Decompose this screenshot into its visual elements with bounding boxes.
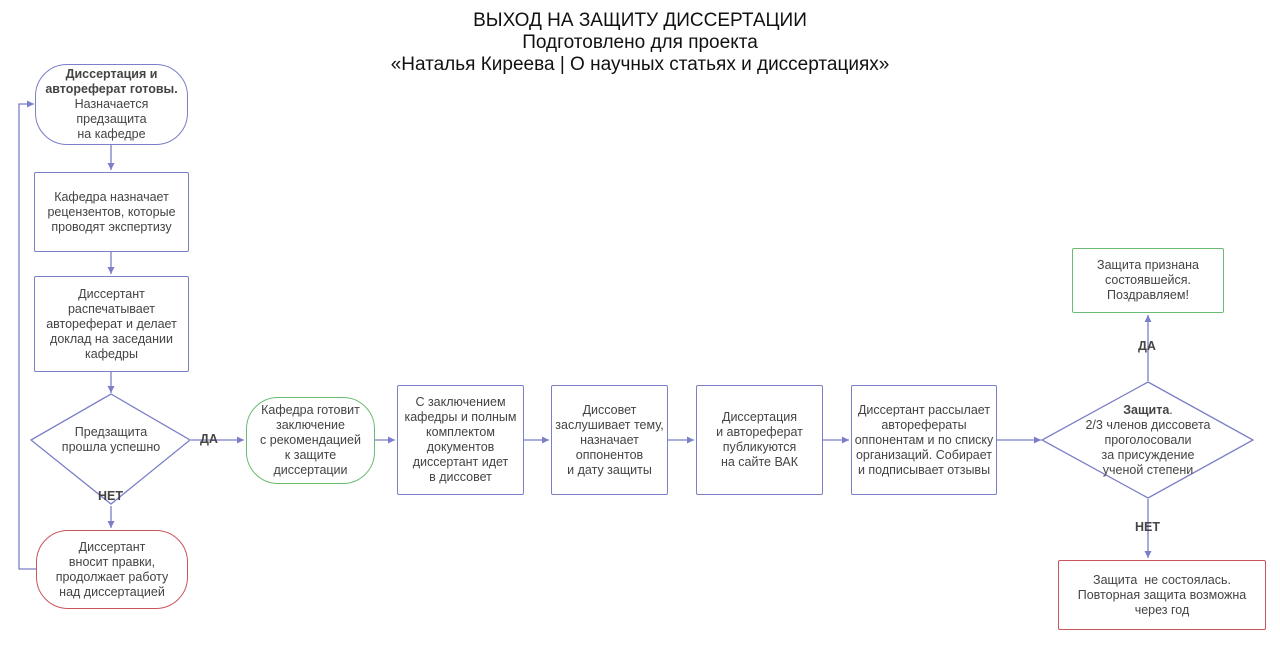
council-line-3: назначает xyxy=(580,432,639,447)
council-line-2: заслушивает тему, xyxy=(555,417,664,432)
revise-line-2: вносит правки, xyxy=(68,554,156,569)
report-node xyxy=(34,276,189,372)
success-node xyxy=(1072,248,1224,313)
council-line-4: оппонентов xyxy=(575,447,644,462)
docs-node xyxy=(397,385,524,495)
reviewers-line-2: рецензентов, которые xyxy=(47,204,176,219)
send-node xyxy=(851,385,997,495)
vak-node xyxy=(696,385,823,495)
send-line-4: организаций. Собирает xyxy=(855,447,993,462)
success-line-3: Поздравляем! xyxy=(1107,288,1189,302)
conclusion-node xyxy=(246,397,375,484)
docs-line-5: диссертант идет xyxy=(412,455,509,469)
start-line-5: на кафедре xyxy=(77,127,146,141)
fail-line-3: через год xyxy=(1134,602,1190,617)
reviewers-node xyxy=(34,172,189,252)
conclusion-line-4: к защите xyxy=(284,448,337,462)
conclusion-line-1: Кафедра готовит xyxy=(261,403,360,417)
diagram-title: ВЫХОД НА ЗАЩИТУ ДИССЕРТАЦИИ xyxy=(473,10,807,31)
defense-line-2: 2/3 членов диссовета xyxy=(1085,417,1211,432)
diagram-project-name: «Наталья Киреева | О научных статьях и диссертациях» xyxy=(390,54,890,75)
report-line-4: доклад на заседании xyxy=(50,331,173,346)
docs-line-1: С заключением xyxy=(415,395,506,409)
docs-line-2: кафедры и полным xyxy=(404,410,517,424)
defense-line-4: за присуждение xyxy=(1101,447,1195,462)
start-line-1: Диссертация и xyxy=(65,67,158,81)
revise-line-4: над диссертацией xyxy=(59,584,165,599)
fail-line-1: Защита не состоялась. xyxy=(1093,572,1231,587)
send-line-5: и подписывает отзывы xyxy=(857,462,991,477)
docs-line-3: комплектом xyxy=(426,425,495,439)
start-node xyxy=(35,64,188,145)
start-line-2: автореферат готовы. xyxy=(45,82,178,96)
conclusion-line-5: диссертации xyxy=(273,463,348,477)
predefense-line-2: прошла успешно xyxy=(61,440,161,454)
docs-line-4: документов xyxy=(426,440,495,454)
conclusion-line-2: заключение xyxy=(276,418,345,432)
report-line-5: кафедры xyxy=(85,346,138,361)
send-line-1: Диссертант рассылает xyxy=(857,402,991,417)
report-line-2: распечатывает xyxy=(67,301,156,316)
vak-line-4: на сайте ВАК xyxy=(720,455,799,469)
predefense-decision-text xyxy=(51,424,171,456)
no-label-predefense: НЕТ xyxy=(98,489,123,503)
defense-line-1-bold: Защита xyxy=(1123,402,1170,417)
vak-line-2: и автореферат xyxy=(716,425,803,439)
report-line-1: Диссертант xyxy=(78,286,145,301)
defense-line-1 xyxy=(1123,403,1173,418)
no-label-defense: НЕТ xyxy=(1135,520,1160,534)
yes-label-predefense: ДА xyxy=(200,432,218,446)
success-line-1: Защита признана xyxy=(1097,258,1199,272)
fail-line-2: Повторная защита возможна xyxy=(1077,587,1247,602)
predefense-line-1: Предзащита xyxy=(74,425,148,439)
revise-line-1: Диссертант xyxy=(78,539,146,554)
docs-line-6: в диссовет xyxy=(429,470,492,484)
revise-node xyxy=(36,530,188,609)
defense-line-3: проголосовали xyxy=(1104,432,1192,447)
fail-node xyxy=(1058,560,1266,630)
council-node xyxy=(551,385,668,495)
reviewers-line-1: Кафедра назначает xyxy=(54,189,169,204)
send-line-3: оппонентам и по списку xyxy=(854,432,994,447)
yes-label-defense: ДА xyxy=(1138,339,1156,353)
defense-decision-text xyxy=(1076,400,1220,480)
revise-line-3: продолжает работу xyxy=(55,569,169,584)
send-line-2: авторефераты xyxy=(881,417,967,432)
vak-line-3: публикуются xyxy=(722,440,797,454)
defense-line-5: ученой степени xyxy=(1102,462,1194,477)
defense-line-1-tail: . xyxy=(1169,402,1173,417)
council-line-5: и дату защиты xyxy=(567,462,652,477)
report-line-3: автореферат и делает xyxy=(46,316,177,331)
council-line-1: Диссовет xyxy=(582,402,637,417)
conclusion-line-3: с рекомендацией xyxy=(260,433,361,447)
diagram-subtitle: Подготовлено для проекта xyxy=(522,32,758,53)
reviewers-line-3: проводят экспертизу xyxy=(51,219,172,234)
start-line-4: предзащита xyxy=(76,112,147,126)
start-line-3: Назначается xyxy=(74,97,149,111)
vak-line-1: Диссертация xyxy=(721,410,798,424)
success-line-2: состоявшейся. xyxy=(1105,273,1191,287)
